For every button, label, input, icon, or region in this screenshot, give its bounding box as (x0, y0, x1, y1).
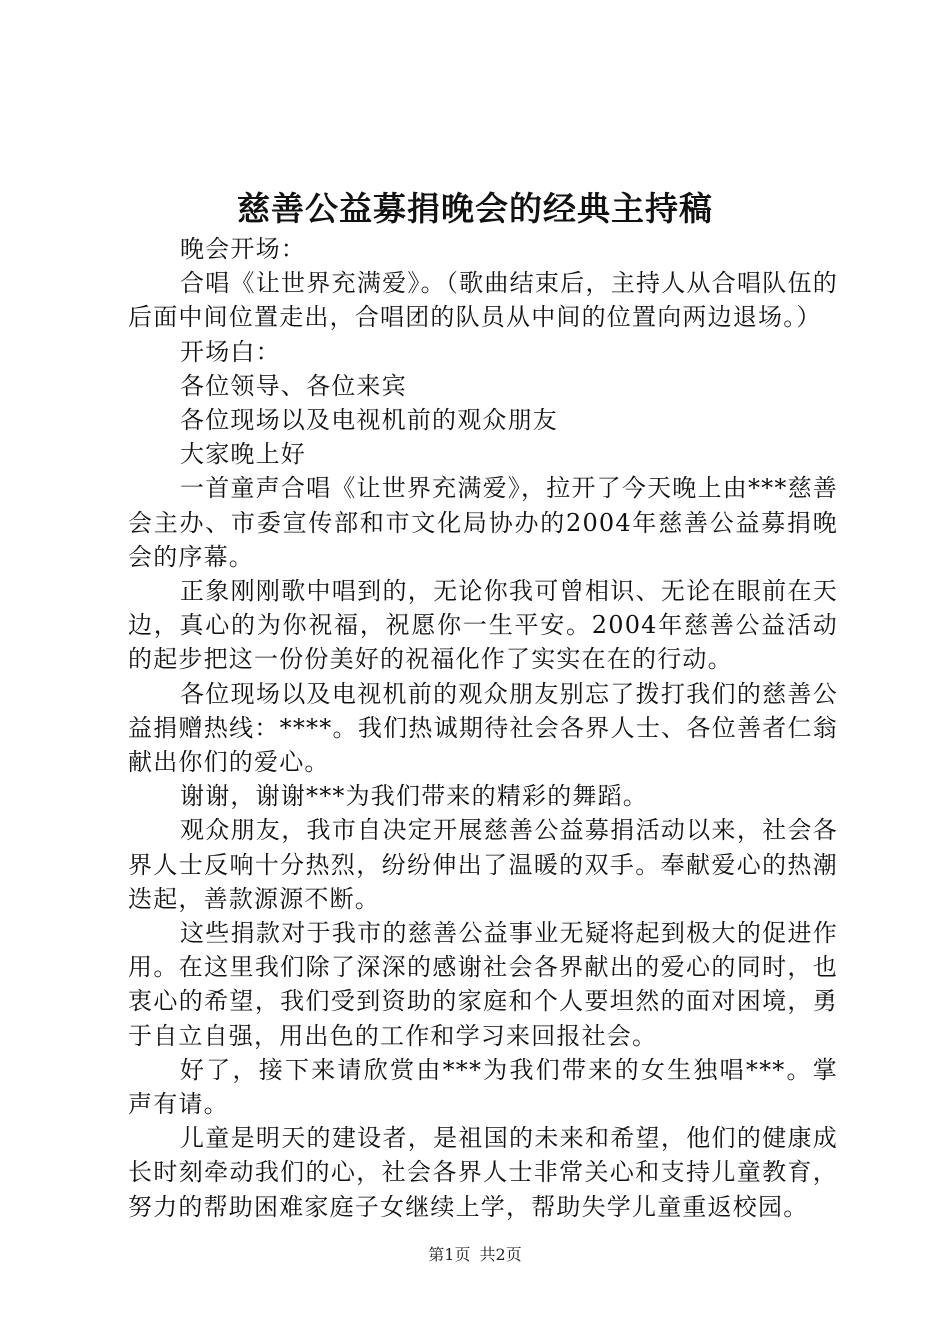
page-footer (0, 1244, 950, 1266)
page-number: 第1页 (428, 1245, 471, 1264)
paragraph: 谢谢，谢谢***为我们带来的精彩的舞蹈。 (180, 782, 648, 811)
paragraph: 好了，接下来请欣赏由***为我们带来的女生独唱***。掌声有请。 (128, 1055, 838, 1119)
paragraph: 各位现场以及电视机前的观众朋友 (180, 406, 558, 435)
paragraph: 晚会开场： (180, 235, 306, 263)
paragraph: 各位领导、各位来宾 (180, 371, 407, 400)
paragraph: 各位现场以及电视机前的观众朋友别忘了拨打我们的慈善公益捐赠热线：****。我们热诚期待社会各界人士、各位善者仁翁献出你们的爱心。 (128, 679, 838, 777)
paragraph: 儿童是明天的建设者，是祖国的未来和希望，他们的健康成长时刻牵动我们的心，社会各界人士非常关心和支持儿童教育，努力的帮助困难家庭子女继续上学，帮助失学儿童重返校园。 (128, 1124, 838, 1221)
paragraph: 开场白： (180, 337, 281, 366)
page-total: 共2页 (479, 1245, 522, 1264)
paragraph: 观众朋友，我市自决定开展慈善公益募捐活动以来，社会各界人士反响十分热烈，纷纷伸出了温暖的双手。奉献爱心的热潮迭起，善款源源不断。 (128, 816, 838, 913)
document-body (128, 232, 838, 1224)
document-title: 慈善公益募捐晚会的经典主持稿 (237, 189, 713, 228)
paragraph: 这些捐款对于我市的慈善公益事业无疑将起到极大的促进作用。在这里我们除了深深的感谢社会各界献出的爱心的同时，也衷心的希望，我们受到资助的家庭和个人要坦然的面对困境，勇于自立自强，用出色的工作和学习来回报社会。 (128, 919, 838, 1050)
paragraph: 正象刚刚歌中唱到的，无论你我可曾相识、无论在眼前在天边，真心的为你祝福，祝愿你一生平安。2004年慈善公益活动的起步把这一份份美好的祝福化作了实实在在的行动。 (128, 577, 838, 674)
paragraph: 一首童声合唱《让世界充满爱》，拉开了今天晚上由***慈善会主办、市委宣传部和市文化局协办的2004年慈善公益募捐晚会的序幕。 (128, 474, 838, 571)
paragraph: 合唱《让世界充满爱》。（歌曲结束后，主持人从合唱队伍的后面中间位置走出，合唱团的队员从中间的位置向两边退场。） (128, 269, 838, 332)
paragraph: 大家晚上好 (180, 440, 306, 469)
